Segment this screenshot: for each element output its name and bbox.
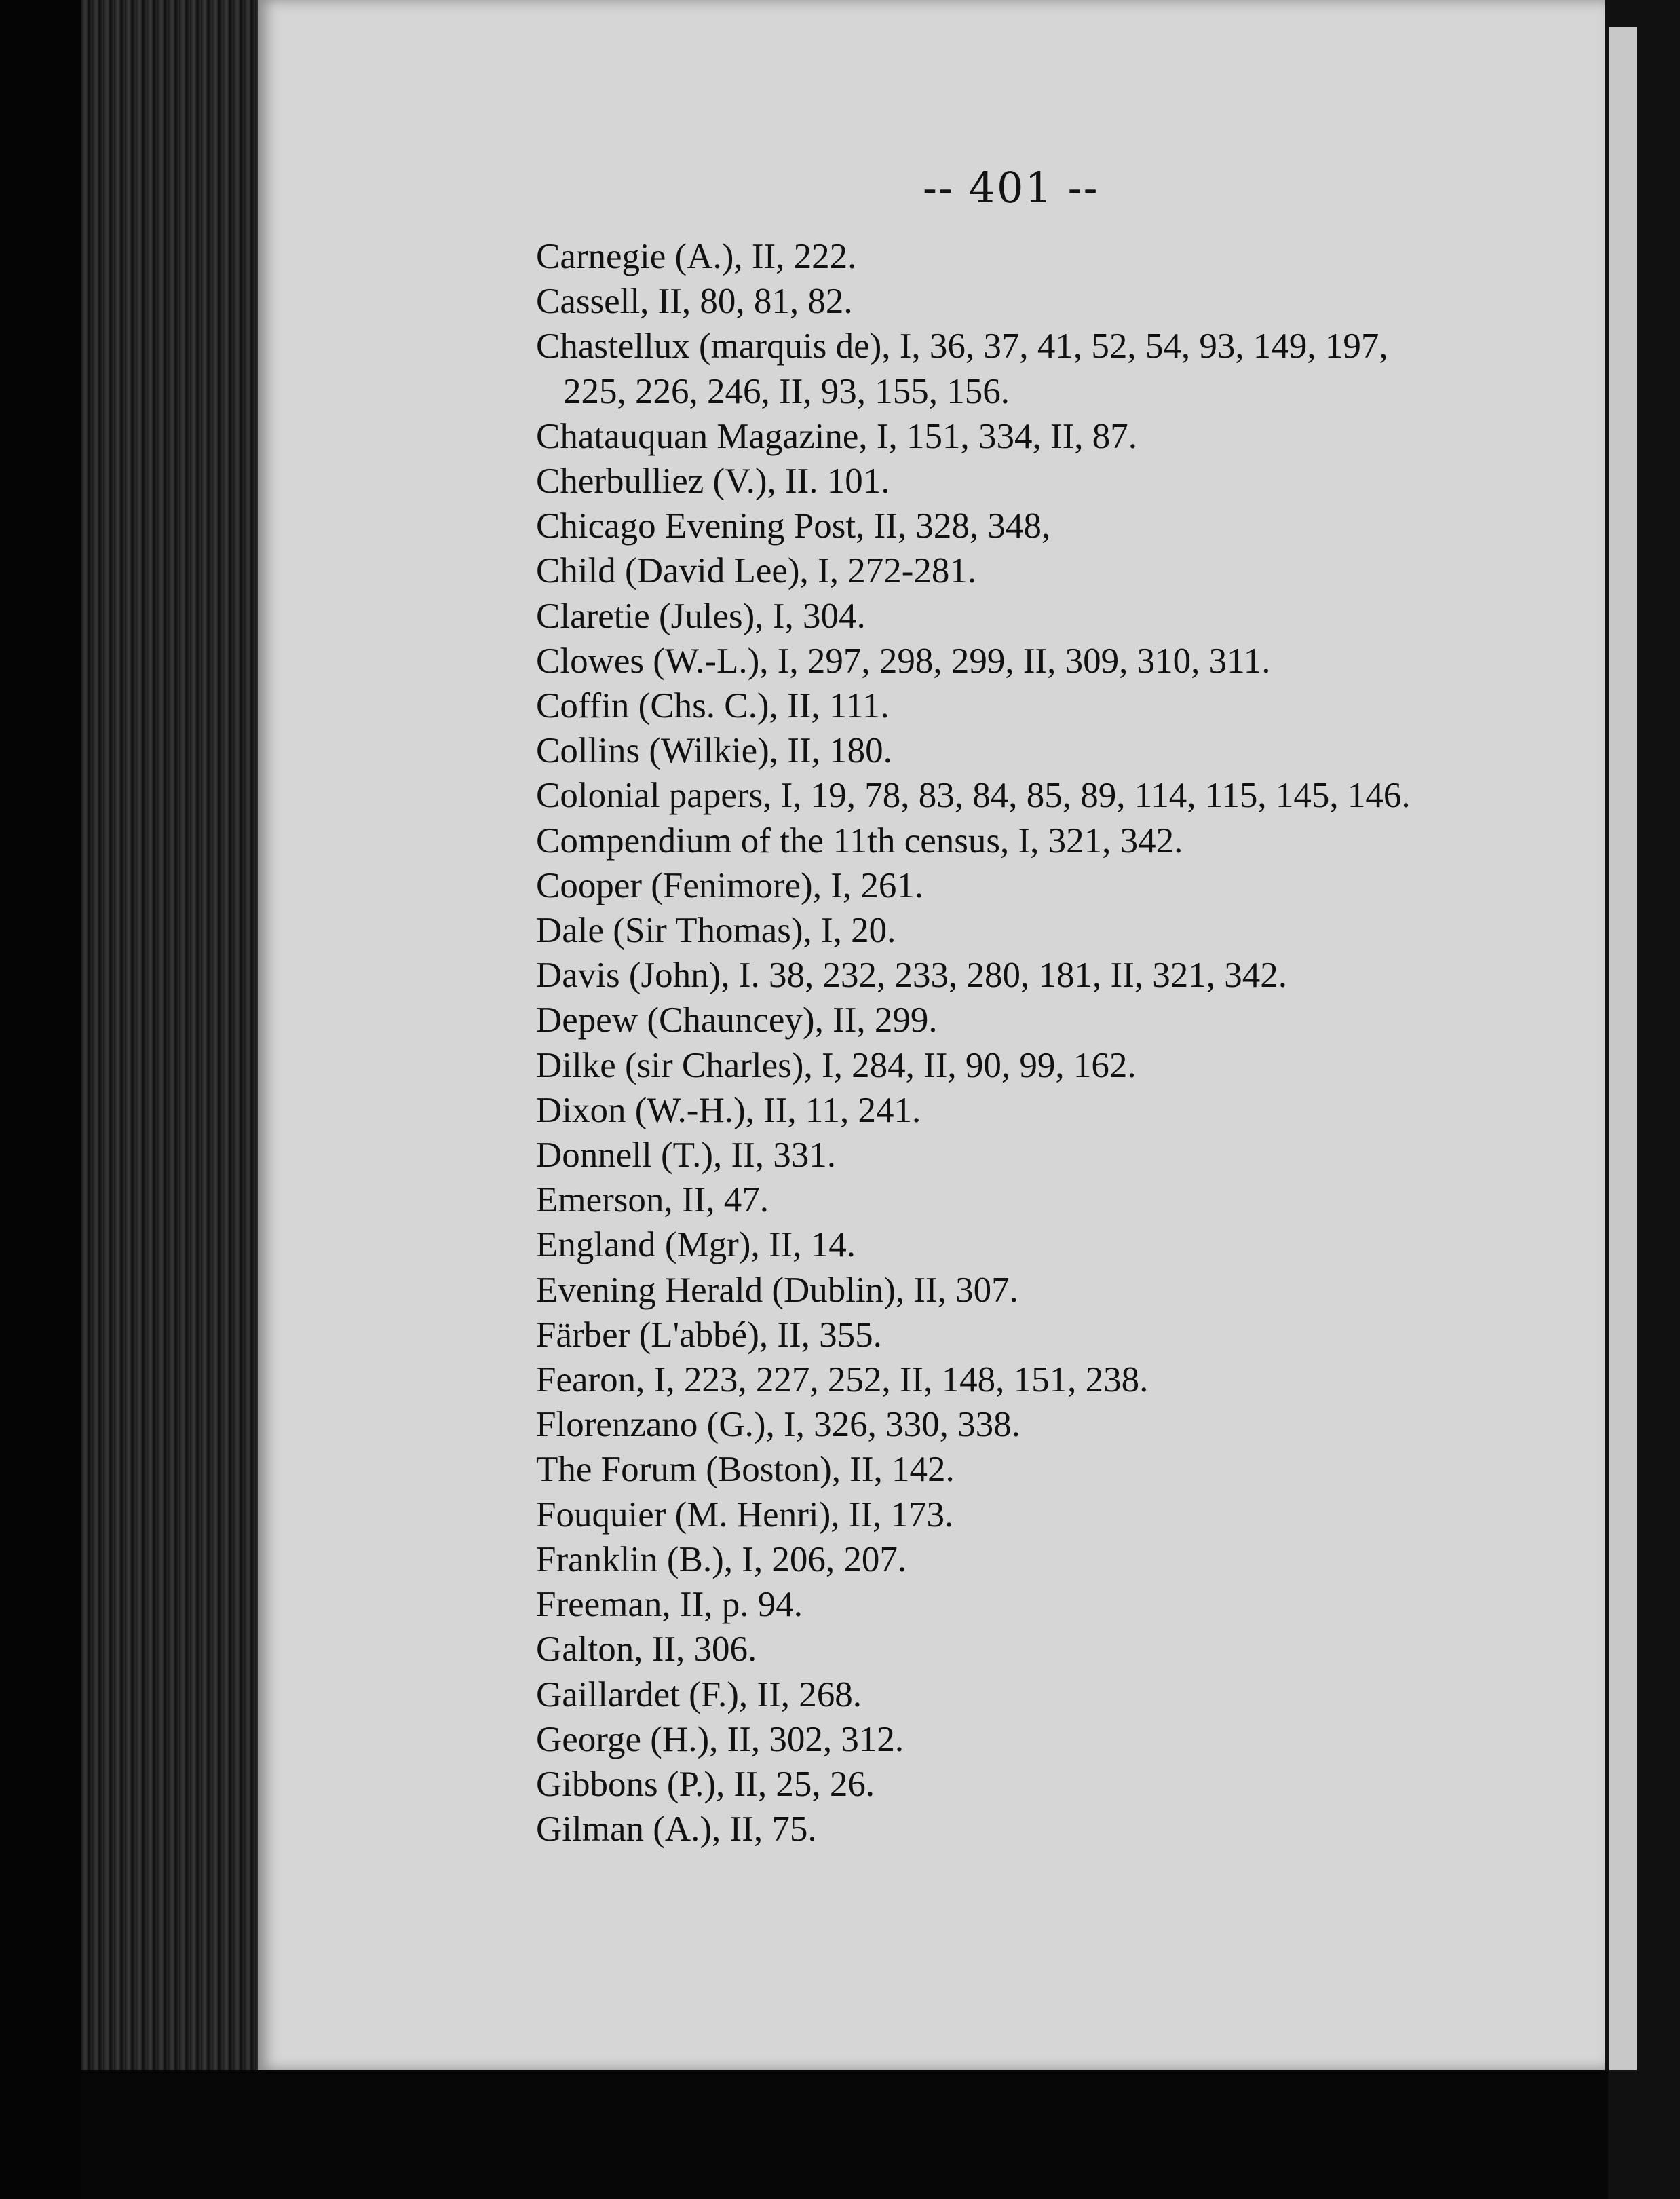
index-entry: Freeman, II, p. 94. bbox=[536, 1585, 803, 1625]
index-entry: Cherbulliez (V.), II. 101. bbox=[536, 462, 890, 502]
index-entry: Färber (L'abbé), II, 355. bbox=[536, 1315, 882, 1355]
index-entry: Dale (Sir Thomas), I, 20. bbox=[536, 911, 896, 951]
index-entry: Fearon, I, 223, 227, 252, II, 148, 151, 238. bbox=[536, 1360, 1149, 1400]
index-entry: Cooper (Fenimore), I, 261. bbox=[536, 865, 924, 905]
index-entry: Chatauquan Magazine, I, 151, 334, II, 87. bbox=[536, 416, 1138, 456]
index-entry: Donnell (T.), II, 331. bbox=[536, 1135, 837, 1176]
index-entry: Chicago Evening Post, II, 328, 348, bbox=[536, 506, 1051, 546]
index-entry: Depew (Chauncey), II, 299. bbox=[536, 1000, 938, 1040]
index-entry: The Forum (Boston), II, 142. bbox=[536, 1450, 955, 1490]
bottom-dark-margin bbox=[81, 2070, 1608, 2199]
index-entry: Dixon (W.-H.), II, 11, 241. bbox=[536, 1090, 921, 1130]
page-number: -- 401 -- bbox=[923, 163, 1099, 212]
index-entry: Gilman (A.), II, 75. bbox=[536, 1809, 817, 1849]
index-entry: Coffin (Chs. C.), II, 111. bbox=[536, 686, 890, 726]
index-entry: Dilke (sir Charles), I, 284, II, 90, 99, 162. bbox=[536, 1045, 1137, 1085]
index-entry: Compendium of the 11th census, I, 321, 342. bbox=[536, 821, 1183, 861]
index-entry: England (Mgr), II, 14. bbox=[536, 1225, 856, 1265]
index-entry: Chastellux (marquis de), I, 36, 37, 41, 52, 54, 93, 149, 197, bbox=[536, 326, 1388, 366]
index-entry: Franklin (B.), I, 206, 207. bbox=[536, 1539, 907, 1579]
index-entry: Carnegie (A.), II, 222. bbox=[536, 237, 857, 276]
index-entry: Davis (John), I. 38, 232, 233, 280, 181, II, 321, 342. bbox=[536, 956, 1288, 996]
index-entry: Gaillardet (F.), II, 268. bbox=[536, 1674, 862, 1714]
index-entry: Child (David Lee), I, 272-281. bbox=[536, 551, 977, 591]
index-entry: Clowes (W.-L.), I, 297, 298, 299, II, 309, 310, 311. bbox=[536, 641, 1271, 681]
index-entry: Collins (Wilkie), II, 180. bbox=[536, 731, 892, 771]
index-entry: Florenzano (G.), I, 326, 330, 338. bbox=[536, 1405, 1020, 1445]
index-entry: Emerson, II, 47. bbox=[536, 1180, 769, 1220]
index-entry: Claretie (Jules), I, 304. bbox=[536, 596, 866, 636]
index-entry: Cassell, II, 80, 81, 82. bbox=[536, 282, 853, 322]
index-entry-continuation: 225, 226, 246, II, 93, 155, 156. bbox=[563, 371, 1010, 411]
index-entry: Colonial papers, I, 19, 78, 83, 84, 85, 89, 114, 115, 145, 146. bbox=[536, 776, 1411, 816]
index-entry: George (H.), II, 302, 312. bbox=[536, 1719, 904, 1759]
index-entry: Galton, II, 306. bbox=[536, 1630, 757, 1670]
index-entry: Gibbons (P.), II, 25, 26. bbox=[536, 1764, 875, 1804]
index-entry: Evening Herald (Dublin), II, 307. bbox=[536, 1270, 1018, 1310]
page-edges-stack bbox=[81, 0, 265, 2158]
right-page-edge bbox=[1609, 27, 1637, 2070]
index-entry: Fouquier (M. Henri), II, 173. bbox=[536, 1495, 954, 1535]
index-list bbox=[536, 234, 1527, 1852]
